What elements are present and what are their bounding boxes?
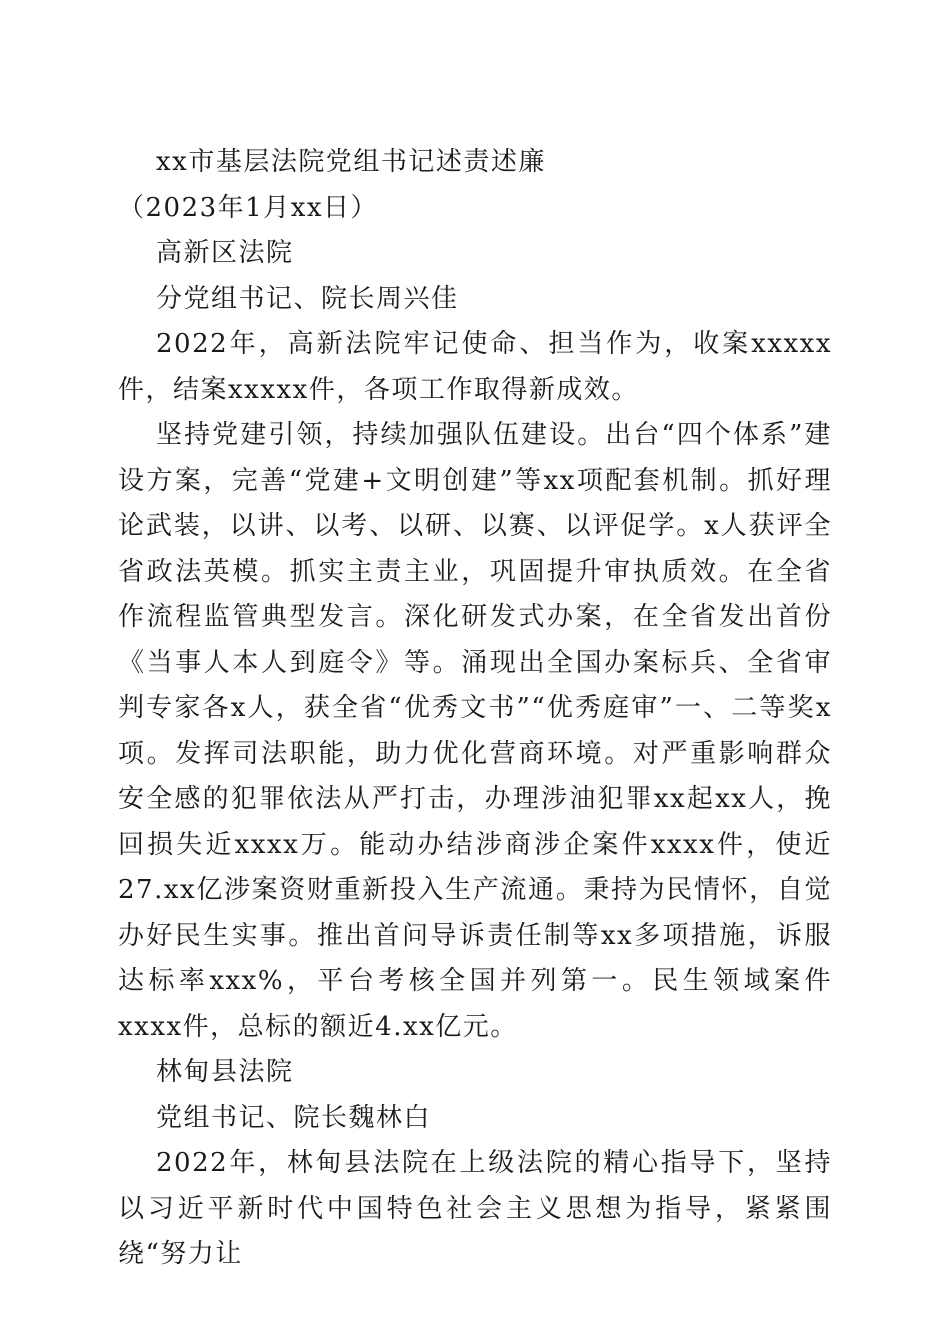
document-body [118, 140, 832, 1278]
section-court-name: 林甸县法院 [156, 1057, 294, 1087]
body-paragraph: 2022年，林甸县法院在上级法院的精心指导下，坚持以习近平新时代中国特色社会主义思想为指导，紧紧围绕“努力让 [118, 1148, 832, 1269]
document-title: xx市基层法院党组书记述责述廉 [156, 147, 546, 177]
section-speaker: 分党组书记、院长周兴佳 [156, 283, 459, 314]
section-speaker: 党组书记、院长魏林白 [156, 1102, 432, 1133]
section-court-name: 高新区法院 [156, 238, 294, 268]
document-date: （2023年1月xx日） [118, 192, 379, 223]
body-paragraph: 2022年，高新法院牢记使命、担当作为，收案xxxxx件，结案xxxxx件，各项工作取得新成效。 [118, 329, 832, 405]
body-paragraph: 坚持党建引领，持续加强队伍建设。出台“四个体系”建设方案，完善“党建+文明创建”等xx项配套机制。抓好理论武装，以讲、以考、以研、以赛、以评促学。x人获评全省政法英模。抓实主责主业，巩固提升审执质效。在全省作流程监管典型发言。深化研发式办案，在全省发出首份《当事人本人到庭令》等。涌现出全国办案标兵、全省审判专家各x人，获全省“优秀文书”“优秀庭审”一、二等奖x项。发挥司法职能，助力优化营商环境。对严重影响群众安全感的犯罪依法从严打击，办理涉油犯罪xx起xx人，挽回损失近xxxx万。能动办结涉商涉企案件xxxx件，使近27.xx亿涉案资财重新投入生产流通。秉持为民情怀，自觉办好民生实事。推出首问导诉责任制等xx多项措施，诉服达标率xxx%，平台考核全国并列第一。民生领域案件xxxx件，总标的额近4.xx亿元。 [118, 420, 832, 1042]
